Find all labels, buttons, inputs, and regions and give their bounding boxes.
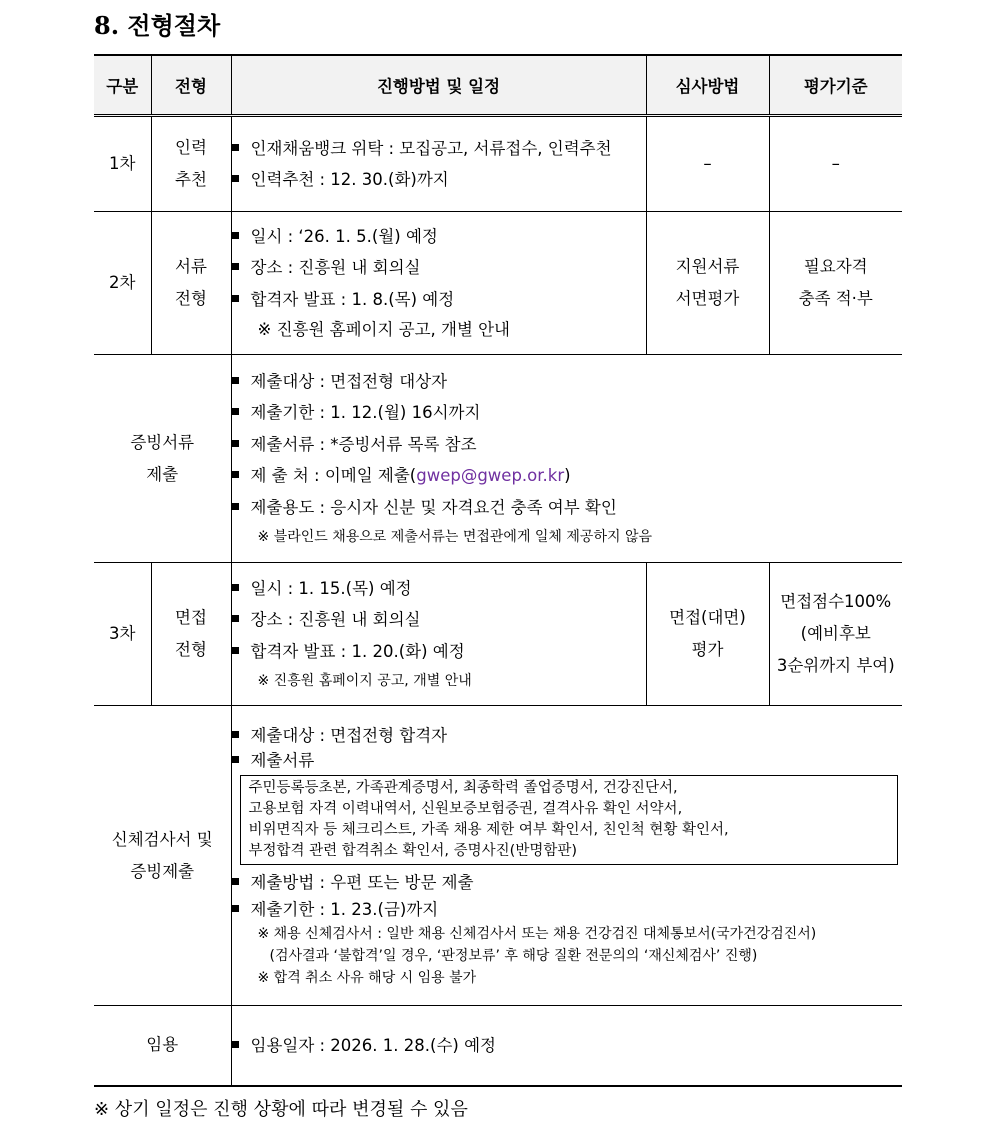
- item-text: 제출용도 : 응시자 신분 및 자격요건 충족 여부 확인: [250, 497, 617, 517]
- item-text: 합격자 발표 : 1. 20.(화) 예정: [250, 641, 465, 661]
- stage-cell: 2차: [94, 212, 151, 355]
- list-item: [232, 429, 903, 461]
- list-item: [232, 896, 899, 923]
- item-text: 인재채움뱅크 위탁 : 모집공고, 서류접수, 인력추천: [250, 138, 612, 158]
- process-cell: [231, 1006, 902, 1086]
- bullet-icon: [232, 408, 239, 415]
- box-line: 부정합격 관련 합격취소 확인서, 증명사진(반명함판): [248, 843, 578, 859]
- item-text: 일시 : 1. 15.(목) 예정: [250, 578, 412, 598]
- document-list-box: [240, 775, 899, 865]
- method-line: 서면평가: [675, 289, 740, 308]
- item-text: 제출서류 : *증빙서류 목록 참조: [250, 434, 477, 454]
- bullet-icon: [232, 647, 239, 654]
- label-line: 신체검사서 및: [111, 829, 213, 849]
- item-text: 제출기한 : 1. 12.(월) 16시까지: [250, 403, 481, 423]
- type-line: 서류: [175, 257, 207, 276]
- label-cell: [94, 355, 231, 563]
- item-text: 제출기한 : 1. 23.(금)까지: [250, 900, 439, 919]
- item-text: ): [564, 466, 571, 486]
- label-cell: 임용: [94, 1006, 231, 1086]
- list-item: [232, 722, 899, 749]
- criteria-line: 면접점수100%: [780, 592, 892, 611]
- type-line: 인력: [175, 138, 207, 157]
- item-text: 제출대상 : 면접전형 합격자: [250, 726, 448, 745]
- note-text: ※ 진흥원 홈페이지 공고, 개별 안내: [257, 320, 511, 340]
- criteria-line: 충족 적·부: [798, 289, 873, 308]
- bullet-icon: [232, 377, 239, 384]
- header-criteria: 평가기준: [769, 55, 902, 116]
- bullet-icon: [232, 584, 239, 591]
- header-type: 전형: [151, 55, 231, 116]
- bullet-icon: [232, 905, 239, 912]
- method-line: 면접(대면): [669, 608, 746, 627]
- type-cell: [151, 116, 231, 212]
- method-cell: [646, 563, 769, 706]
- list-item: [232, 397, 903, 429]
- list-item: [232, 636, 646, 668]
- list-item: [232, 749, 899, 773]
- type-cell: [151, 212, 231, 355]
- table-row: [94, 563, 902, 706]
- criteria-cell: [769, 212, 902, 355]
- list-item: [232, 133, 646, 165]
- bullet-icon: [232, 440, 239, 447]
- table-row: [94, 116, 902, 212]
- method-cell: [646, 212, 769, 355]
- item-text: 제 출 처 : 이메일 제출(: [250, 466, 417, 486]
- section-title: 8. 전형절차: [94, 11, 221, 40]
- type-line: 면접: [175, 608, 207, 627]
- list-item: [232, 221, 646, 253]
- list-item: [232, 492, 903, 524]
- bullet-icon: [232, 756, 239, 763]
- bullet-icon: [232, 263, 239, 270]
- note-text: ※ 채용 신체검사서 : 일반 채용 신체검사서 또는 채용 건강검진 대체통보서(국가건강검진서): [257, 926, 817, 942]
- stage-cell: 3차: [94, 563, 151, 706]
- header-process: 진행방법 및 일정: [231, 55, 646, 116]
- item-text: 장소 : 진흥원 내 회의실: [250, 258, 421, 278]
- list-item: [232, 252, 646, 284]
- email-link[interactable]: gwep@gwep.or.kr: [416, 466, 565, 486]
- note-text: ※ 합격 취소 사유 해당 시 임용 불가: [257, 970, 477, 986]
- list-item: [232, 460, 903, 492]
- note-text: (검사결과 ‘불합격’일 경우, ‘판정보류’ 후 해당 질환 전문의의 ‘재신체검사’ 진행): [269, 948, 758, 964]
- criteria-line: (예비후보: [800, 624, 871, 643]
- box-line: 주민등록등초본, 가족관계증명서, 최종학력 졸업증명서, 건강진단서,: [248, 780, 678, 796]
- item-text: 임용일자 : 2026. 1. 28.(수) 예정: [250, 1035, 496, 1055]
- bullet-icon: [232, 175, 239, 182]
- table-row: [94, 1006, 902, 1086]
- box-line: 비위면직자 등 체크리스트, 가족 채용 제한 여부 확인서, 친인척 현황 확인서,: [248, 822, 729, 838]
- item-text: 제출대상 : 면접전형 대상자: [250, 371, 448, 391]
- stage-cell: 1차: [94, 116, 151, 212]
- header-stage: 구분: [94, 55, 151, 116]
- label-line: 증빙제출: [130, 861, 195, 881]
- process-cell: [231, 116, 646, 212]
- table-row: [94, 355, 902, 563]
- list-item: [232, 1030, 903, 1062]
- process-cell: [231, 706, 902, 1006]
- bullet-icon: [232, 878, 239, 885]
- item-text: 일시 : ‘26. 1. 5.(월) 예정: [250, 226, 438, 246]
- process-cell: [231, 212, 646, 355]
- footer-note: ※ 상기 일정은 진행 상황에 따라 변경될 수 있음: [94, 1099, 468, 1120]
- item-text: 제출서류: [250, 751, 315, 770]
- criteria-cell: [769, 563, 902, 706]
- header-method: 심사방법: [646, 55, 769, 116]
- list-item: [232, 604, 646, 636]
- method-cell: –: [646, 116, 769, 212]
- note-text: ※ 진흥원 홈페이지 공고, 개별 안내: [257, 673, 472, 690]
- bullet-icon: [232, 295, 239, 302]
- label-line: 증빙서류: [130, 432, 195, 452]
- bullet-icon: [232, 615, 239, 622]
- procedure-table: [94, 54, 902, 1087]
- list-item: [232, 869, 899, 896]
- item-text: 인력추천 : 12. 30.(화)까지: [250, 170, 449, 189]
- table-row: [94, 212, 902, 355]
- label-cell: [94, 706, 231, 1006]
- method-line: 지원서류: [675, 257, 740, 276]
- method-line: 평가: [691, 640, 724, 659]
- criteria-line: 필요자격: [803, 257, 868, 276]
- type-cell: [151, 563, 231, 706]
- table-header-row: [94, 55, 902, 116]
- item-text: 합격자 발표 : 1. 8.(목) 예정: [250, 289, 455, 309]
- process-cell: [231, 563, 646, 706]
- list-item: [232, 164, 646, 196]
- table-row: [94, 706, 902, 1006]
- item-text: 장소 : 진흥원 내 회의실: [250, 610, 421, 630]
- list-item: [232, 284, 646, 316]
- bullet-icon: [232, 503, 239, 510]
- bullet-icon: [232, 144, 239, 151]
- note-text: ※ 블라인드 채용으로 제출서류는 면접관에게 일체 제공하지 않음: [257, 529, 653, 546]
- bullet-icon: [232, 1041, 239, 1048]
- bullet-icon: [232, 232, 239, 239]
- type-line: 추천: [175, 170, 207, 189]
- criteria-cell: –: [769, 116, 902, 212]
- bullet-icon: [232, 731, 239, 738]
- bullet-icon: [232, 471, 239, 478]
- label-line: 제출: [146, 464, 179, 484]
- item-text: 제출방법 : 우편 또는 방문 제출: [250, 873, 474, 892]
- list-item: [232, 366, 903, 398]
- type-line: 전형: [175, 289, 207, 308]
- box-line: 고용보험 자격 이력내역서, 신원보증보험증권, 결격사유 확인 서약서,: [248, 801, 683, 817]
- list-item: [232, 573, 646, 605]
- type-line: 전형: [175, 640, 207, 659]
- criteria-line: 3순위까지 부여): [776, 656, 895, 675]
- process-cell: [231, 355, 902, 563]
